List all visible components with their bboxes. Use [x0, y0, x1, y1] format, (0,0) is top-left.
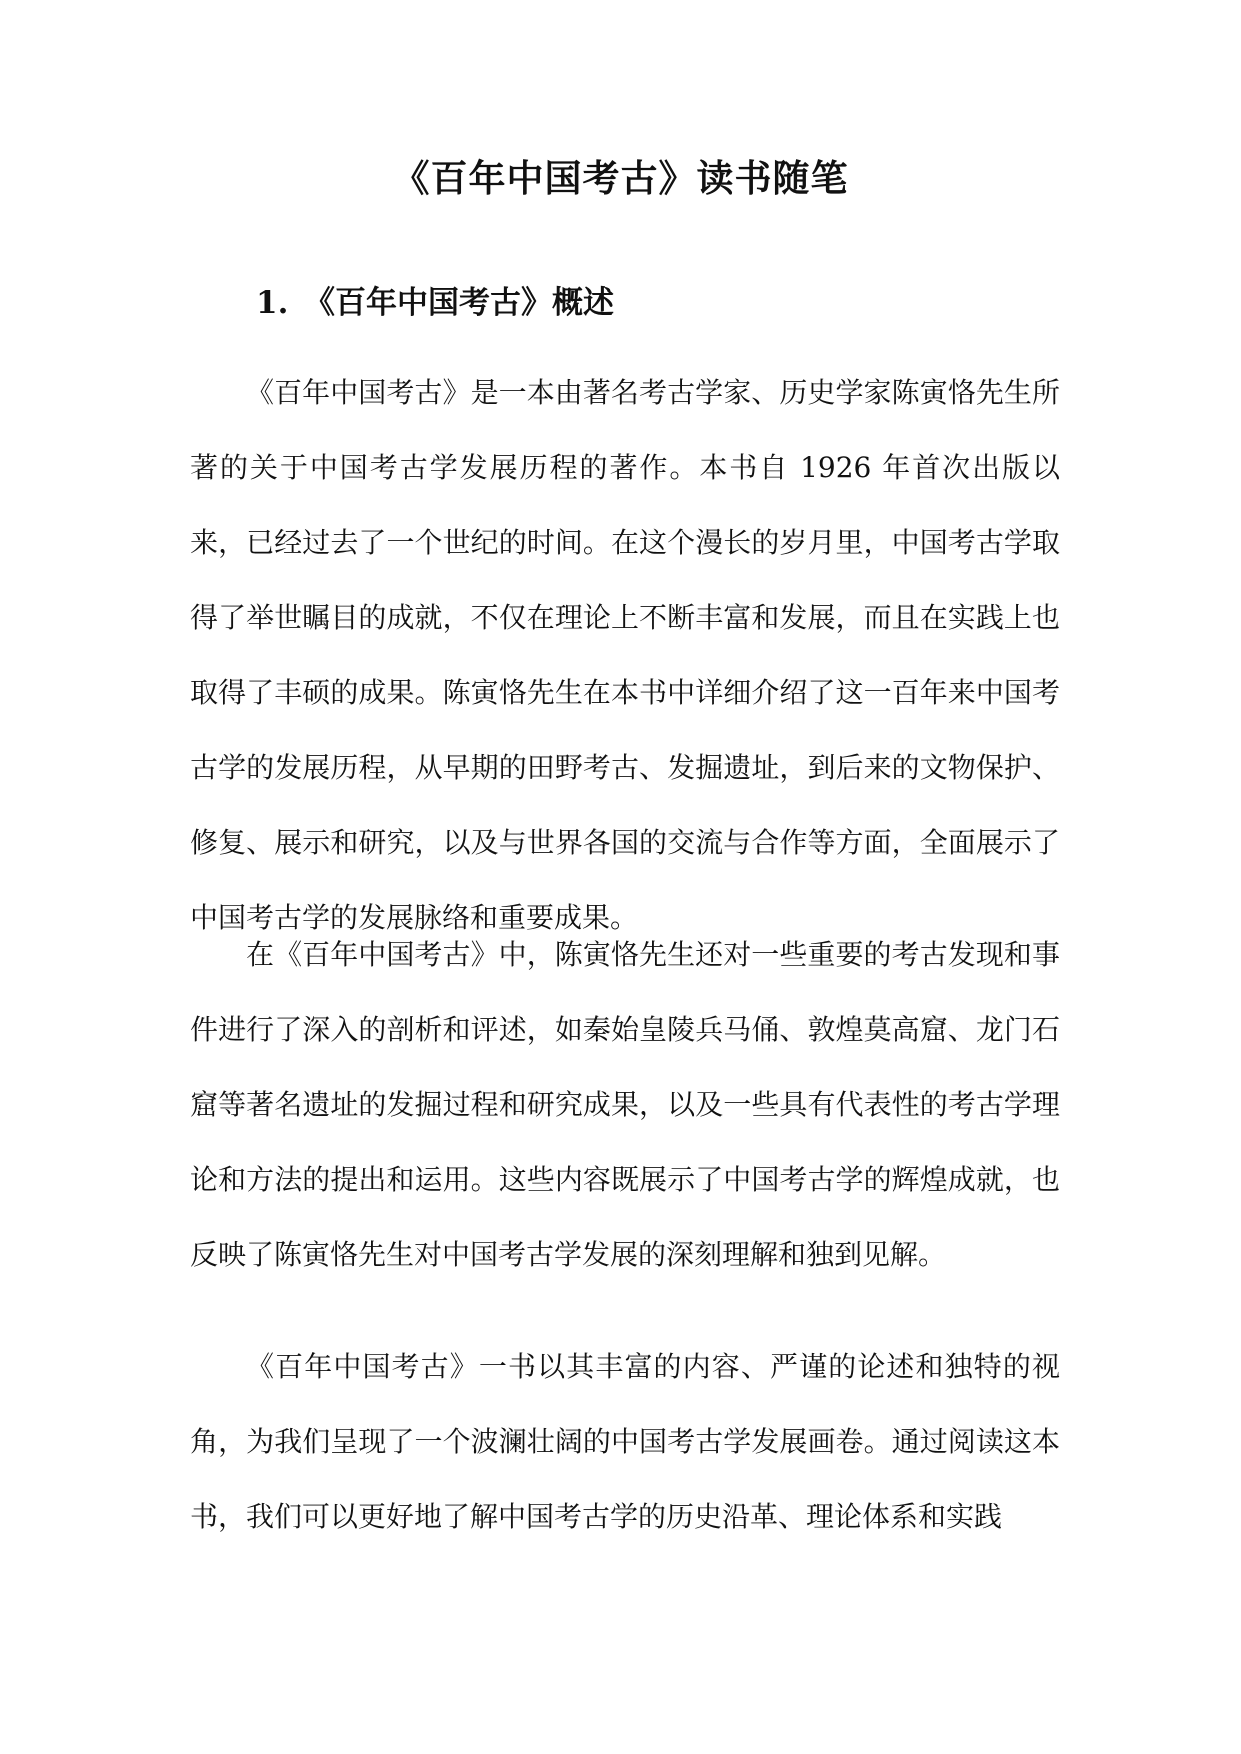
section-heading [256, 275, 614, 331]
body-paragraph-3: 《百年中国考古》一书以其丰富的内容、严谨的论述和独特的视角，为我们呈现了一个波澜壮阔的中国考古学发展画卷。通过阅读这本书，我们可以更好地了解中国考古学的历史沿革、理论体系和实践 [190, 1350, 1060, 1533]
document-title: 《百年中国考古》读书随笔 [392, 156, 849, 200]
body-paragraph-2: 在《百年中国考古》中，陈寅恪先生还对一些重要的考古发现和事件进行了深入的剖析和评述，如秦始皇陵兵马俑、敦煌莫高窟、龙门石窟等著名遗址的发掘过程和研究成果，以及一些具有代表性的考古学理论和方法的提出和运用。这些内容既展示了中国考古学的辉煌成就，也反映了陈寅恪先生对中国考古学发展的深刻理解和独到见解。 [190, 938, 1060, 1271]
section-title: 《百年中国考古》概述 [304, 285, 614, 321]
body-paragraph-1: 《百年中国考古》是一本由著名考古学家、历史学家陈寅恪先生所著的关于中国考古学发展历程的著作。本书自 1926 年首次出版以来，已经过去了一个世纪的时间。在这个漫长的岁月里，中国考古学取得了举世瞩目的成就，不仅在理论上不断丰富和发展，而且在实践上也取得了丰硕的成果。陈寅恪先生在本书中详细介绍了这一百年来中国考古学的发展历程，从早期的田野考古、发掘遗址，到后来的文物保护、修复、展示和研究，以及与世界各国的交流与合作等方面，全面展示了中国考古学的发展脉络和重要成果。 [190, 376, 1060, 934]
section-number: 1. [256, 285, 289, 321]
